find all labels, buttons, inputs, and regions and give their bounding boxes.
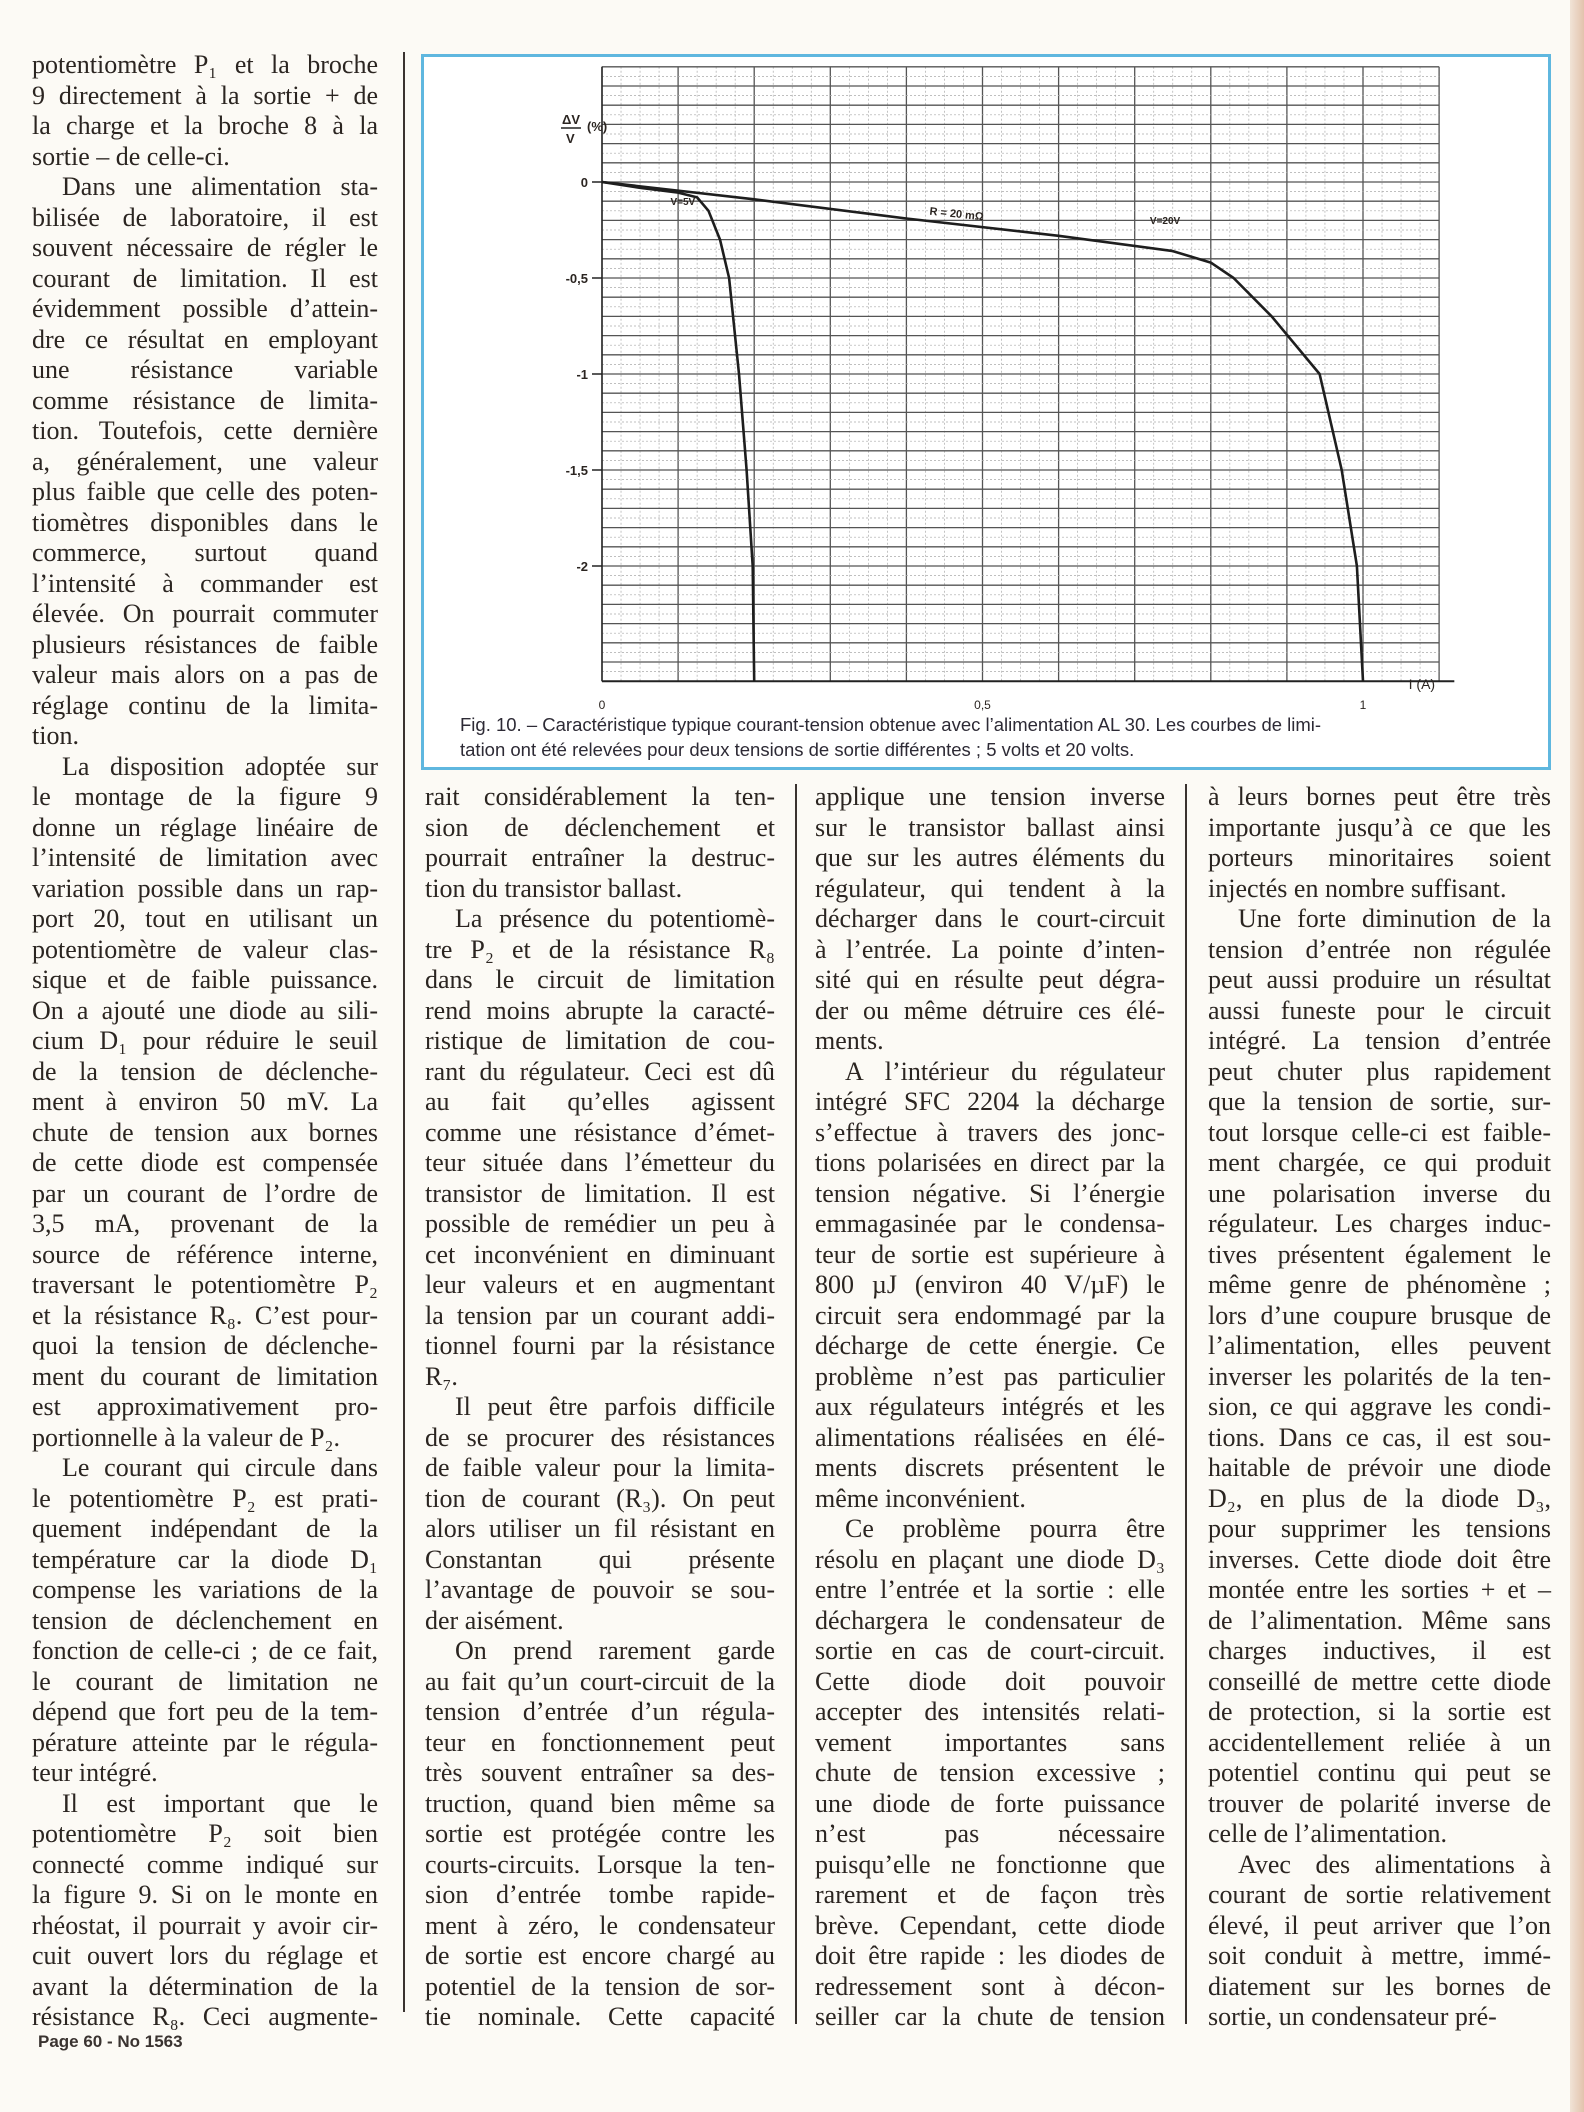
caption-line: Fig. 10. – Caractéristique typique courant-tension obtenue avec l’alimentation AL 30. Les courbes de limi- [460, 714, 1322, 735]
text-line: teur située dans l’émetteur du [425, 1148, 775, 1177]
text-line: alimentations réalisées en élé- [815, 1422, 1165, 1452]
y-axis-label-unit: (%) [587, 119, 608, 134]
text-line: Une forte diminution de la [1238, 904, 1551, 933]
text-line: compense les variations de la [32, 1575, 378, 1604]
text-line: vement importantes sans [815, 1727, 1165, 1757]
text-line: tension d’entrée d’un régula- [425, 1697, 775, 1726]
text-line: rait considérablement la ten- [425, 782, 775, 811]
text-line: potentiomètre P₁ et la broche [32, 50, 378, 79]
text-line: truction, quand bien même sa [425, 1788, 775, 1818]
text-line: On prend rarement garde [455, 1636, 775, 1665]
text-line: portionnelle à la valeur de P₂. [32, 1422, 340, 1452]
text-line: inverses. Cette diode doit être [1208, 1544, 1551, 1574]
text-line: déchargera le condensateur de [815, 1605, 1165, 1635]
text-line: circuit sera endommagé par la [815, 1300, 1165, 1330]
text-line: chute de tension excessive ; [815, 1758, 1165, 1787]
text-line: intégré SFC 2204 la décharge [815, 1087, 1165, 1116]
text-line: celle de l’alimentation. [1208, 1819, 1447, 1848]
text-line: à leurs bornes peut être très [1208, 782, 1551, 811]
text-line: plus faible que celle des poten- [32, 477, 378, 506]
text-line: Constantan qui présente [425, 1544, 775, 1574]
text-line: ristique de limitation de cou- [425, 1026, 775, 1055]
y-tick-label: -1,5 [565, 463, 588, 478]
text-line: sortie – de celle-ci. [32, 141, 230, 171]
text-line: est approximativement pro- [32, 1392, 378, 1421]
text-line: La présence du potentiomè- [455, 904, 775, 933]
text-line: injectés en nombre suffisant. [1208, 873, 1507, 903]
text-line: der ou même détruire ces élé- [815, 995, 1165, 1025]
text-line: problème n’est pas particulier [815, 1361, 1165, 1391]
text-line: même inconvénient. [815, 1483, 1026, 1513]
text-line: donne un réglage linéaire de [32, 812, 378, 842]
figure-caption [460, 712, 1321, 762]
text-line: cium D₁ pour réduire le seuil [32, 1026, 378, 1055]
text-line: potentiel continu qui peut se [1208, 1758, 1551, 1787]
text-line: tion. [32, 721, 79, 750]
text-line: tions. Dans ce cas, il est sou- [1208, 1422, 1551, 1452]
text-line: seiller car la chute de tension [815, 2002, 1165, 2031]
text-line: souvent nécessaire de régler le [32, 233, 378, 262]
text-line: résolu en plaçant une diode D₃ [815, 1544, 1165, 1574]
caption-line: tation ont été relevées pour deux tensions de sortie différentes ; 5 volts et 20 volts. [460, 739, 1135, 760]
text-line: tion. Toutefois, cette dernière [32, 416, 378, 445]
text-line: der aisément. [425, 1605, 564, 1635]
text-line: sortie est protégée contre les [425, 1819, 775, 1848]
y-tick-label: -2 [576, 559, 588, 574]
text-line: 3,5 mA, provenant de la [32, 1209, 378, 1238]
text-line: sur le transistor ballast ainsi [815, 812, 1165, 842]
text-line: tre P₂ et de la résistance R₈ [425, 934, 775, 964]
figure-10 [421, 54, 1551, 770]
text-line: dre ce résultat en employant [32, 324, 378, 354]
y-tick-label: -0,5 [565, 271, 588, 286]
text-line: 800 µJ (environ 40 V/µF) le [815, 1270, 1165, 1299]
text-line: de l’alimentation. Même sans [1208, 1605, 1551, 1635]
text-line: température car la diode D₁ [32, 1544, 378, 1574]
text-line: rarement et de façon très [815, 1880, 1165, 1909]
text-line: tie nominale. Cette capacité [425, 2002, 775, 2031]
text-line: connecté comme indiqué sur [32, 1849, 378, 1879]
text-line: de faible valeur pour la limita- [425, 1453, 775, 1482]
text-line: décharger dans le court-circuit [815, 904, 1165, 933]
text-line: de protection, si la sortie est [1208, 1697, 1551, 1726]
text-line: doit être rapide : les diodes de [815, 1941, 1165, 1970]
text-line: peut chuter plus rapidement [1208, 1056, 1551, 1086]
text-line: tension négative. Si l’énergie [815, 1178, 1165, 1208]
text-line: porteurs minoritaires soient [1208, 843, 1551, 872]
text-line: entre l’entrée et la sortie : elle [815, 1575, 1165, 1604]
text-line: trouver de polarité inverse de [1208, 1788, 1551, 1818]
text-line: ment à zéro, le condensateur [425, 1910, 775, 1940]
text-line: régulateur. Les charges induc- [1208, 1209, 1551, 1238]
text-line: de sortie est encore chargé au [425, 1941, 775, 1970]
text-line: élevée. On pourrait commuter [32, 599, 378, 628]
text-line: peut aussi produire un résultat [1208, 965, 1551, 994]
text-line: accidentellement reliée à un [1208, 1727, 1551, 1757]
text-line: élevé, il peut arriver que l’on [1208, 1910, 1551, 1940]
text-line: n’est pas nécessaire [815, 1819, 1165, 1848]
text-line: à l’entrée. La pointe d’inten- [815, 934, 1165, 964]
y-axis-label-denominator: V [566, 131, 575, 146]
column-divider [1185, 784, 1187, 2024]
text-line: que sur les autres éléments du [815, 843, 1165, 872]
text-line: le courant de limitation ne [32, 1666, 378, 1696]
text-line: commerce, surtout quand [32, 538, 378, 567]
text-line: puisqu’elle ne fonctionne que [815, 1849, 1165, 1879]
text-line: fonction de celle-ci ; de ce fait, [32, 1636, 378, 1665]
text-line: sortie en cas de court-circuit. [815, 1636, 1165, 1665]
text-line: aux régulateurs intégrés et les [815, 1392, 1165, 1421]
text-line: traversant le potentiomètre P₂ [32, 1270, 378, 1299]
text-line: D₂, en plus de la diode D₃, [1208, 1483, 1551, 1513]
text-line: avant la détermination de la [32, 1971, 378, 2001]
series-label: V=20V [1149, 216, 1181, 228]
text-line: de la tension de déclenche- [32, 1056, 378, 1086]
text-line: rant du régulateur. Ceci est dû [425, 1056, 775, 1086]
text-line: sortie, un condensateur pré- [1208, 2002, 1497, 2031]
text-line: Cette diode doit pouvoir [815, 1666, 1165, 1696]
text-line: dépend que fort peu de la tem- [32, 1697, 378, 1726]
text-line: sité qui en résulte peut dégra- [815, 965, 1165, 994]
text-line: sique et de faible puissance. [32, 965, 378, 994]
text-line: pour supprimer les tensions [1208, 1514, 1551, 1543]
text-line: teur de sortie est supérieure à [815, 1239, 1165, 1269]
text-line: s’effectue à travers des jonc- [815, 1117, 1165, 1147]
text-line: tension d’entrée non régulée [1208, 934, 1551, 964]
x-tick-label: 0,5 [974, 698, 991, 713]
text-line: intégré. La tension d’entrée [1208, 1026, 1551, 1055]
text-line: Ce problème pourra être [845, 1514, 1165, 1543]
text-line: rhéostat, il pourrait y avoir cir- [32, 1910, 378, 1940]
text-line: bilisée de laboratoire, il est [32, 202, 378, 232]
text-line: plusieurs résistances de faible [32, 629, 378, 659]
chart [424, 57, 1548, 767]
text-line: brève. Cependant, cette diode [815, 1910, 1165, 1940]
text-line: inverser les polarités de la ten- [1208, 1361, 1551, 1391]
text-line: la figure 9. Si on le monte en [32, 1880, 378, 1909]
text-line: pérature atteinte par le régula- [32, 1727, 378, 1757]
text-line: l’intensité à commander est [32, 568, 378, 598]
text-line: a, généralement, une valeur [32, 446, 378, 476]
page-footer: Page 60 - No 1563 [38, 2032, 183, 2051]
text-line: sion d’entrée tombe rapide- [425, 1880, 775, 1909]
text-line: port 20, tout en utilisant un [32, 904, 378, 933]
x-axis-label: I (A) [1408, 676, 1436, 693]
text-line: leur valeurs et en augmentant [425, 1270, 775, 1299]
y-axis-label-numerator: ΔV [562, 112, 581, 127]
text-column-2 [425, 782, 775, 2033]
text-line: redressement sont à décon- [815, 1971, 1165, 2001]
text-line: ments discrets présentent le [815, 1453, 1165, 1482]
text-line: courts-circuits. Lorsque la ten- [425, 1849, 775, 1879]
column-divider [795, 784, 797, 2024]
text-line: conseillé de mettre cette diode [1208, 1666, 1551, 1696]
text-line: tions polarisées en direct par la [815, 1148, 1165, 1177]
text-line: 9 directement à la sortie + de [32, 80, 378, 110]
text-line: R₇. [425, 1361, 458, 1391]
text-line: comme une résistance d’émet- [425, 1117, 775, 1147]
text-line: tionnel fourni par la résistance [425, 1331, 775, 1360]
text-line: Dans une alimentation sta- [62, 172, 378, 201]
column-divider [403, 52, 405, 2012]
text-line: ment chargée, ce qui produit [1208, 1148, 1551, 1177]
text-line: pourrait entraîner la destruc- [425, 843, 775, 872]
text-line: une polarisation inverse du [1208, 1178, 1551, 1208]
text-line: et la résistance R₈. C’est pour- [32, 1300, 378, 1330]
text-line: Le courant qui circule dans [62, 1453, 378, 1482]
text-line: sion, ce qui aggrave les condi- [1208, 1392, 1551, 1421]
text-line: cet inconvénient en diminuant [425, 1239, 775, 1269]
text-line: diatement sur les bornes de [1208, 1971, 1551, 2001]
text-line: importante jusqu’à ce que les [1208, 812, 1551, 842]
text-line: source de référence interne, [32, 1239, 378, 1269]
text-line: charges inductives, il est [1208, 1636, 1551, 1665]
text-line: possible de remédier un peu à [425, 1209, 775, 1238]
text-line: chute de tension aux bornes [32, 1117, 378, 1147]
text-line: très souvent entraîner sa des- [425, 1758, 775, 1787]
text-line: courant de sortie relativement [1208, 1880, 1551, 1909]
text-column-1 [32, 50, 378, 2033]
text-line: Avec des alimentations à [1238, 1849, 1551, 1879]
series-label: V=5V [670, 197, 696, 209]
text-line: soit conduit à mettre, immé- [1208, 1941, 1551, 1970]
text-line: Il est important que le [62, 1788, 378, 1818]
text-line: potentiomètre P₂ soit bien [32, 1819, 378, 1848]
text-line: tiomètres disponibles dans le [32, 507, 378, 537]
text-line: montée entre les sorties + et – [1208, 1575, 1551, 1604]
page-edge [1570, 0, 1584, 2112]
text-line: tion du transistor ballast. [425, 873, 683, 903]
text-line: décharge de cette énergie. Ce [815, 1331, 1165, 1360]
text-line: quoi la tension de déclenche- [32, 1331, 378, 1360]
text-line: lors d’une coupure brusque de [1208, 1300, 1551, 1330]
text-line: le potentiomètre P₂ est prati- [32, 1483, 378, 1513]
text-line: tout lorsque celle-ci est faible- [1208, 1117, 1551, 1147]
text-line: l’intensité de limitation avec [32, 843, 378, 872]
text-line: le montage de la figure 9 [32, 782, 378, 811]
x-tick-label: 0 [598, 698, 606, 713]
text-line: alors utiliser un fil résistant en [425, 1514, 775, 1543]
text-line: potentiel de la tension de sor- [425, 1971, 775, 2001]
text-line: tion de courant (R₃). On peut [425, 1483, 775, 1513]
text-line: emmagasinée par le condensa- [815, 1209, 1165, 1238]
text-line: transistor de limitation. Il est [425, 1178, 775, 1208]
y-tick-label: 0 [580, 175, 588, 190]
text-line: même genre de phénomène ; [1208, 1270, 1551, 1299]
text-line: que la tension de sortie, sur- [1208, 1087, 1551, 1116]
x-tick-label: 1 [1359, 698, 1367, 713]
text-line: rend moins abrupte la caracté- [425, 995, 775, 1025]
text-line: applique une tension inverse [815, 782, 1165, 811]
text-line: tension de déclenchement en [32, 1605, 378, 1635]
text-line: réglage continu de la limita- [32, 690, 378, 720]
text-line: de cette diode est compensée [32, 1148, 378, 1177]
text-line: teur en fonctionnement peut [425, 1727, 775, 1757]
text-line: dans le circuit de limitation [425, 965, 775, 994]
text-line: quement indépendant de la [32, 1514, 378, 1543]
text-line: l’avantage de pouvoir se sou- [425, 1575, 775, 1604]
text-line: courant de limitation. Il est [32, 263, 378, 293]
text-line: potentiomètre de valeur clas- [32, 934, 378, 964]
text-line: cuit ouvert lors du réglage et [32, 1941, 378, 1970]
text-line: par un courant de l’ordre de [32, 1178, 378, 1208]
text-line: résistance R₈. Ceci augmente- [32, 2002, 378, 2031]
text-line: ment à environ 50 mV. La [32, 1087, 378, 1116]
resistance-annotation: R = 20 mΩ [928, 205, 985, 224]
text-line: tives présentent également le [1208, 1239, 1551, 1269]
text-column-4 [1208, 782, 1551, 2033]
text-line: Il peut être parfois difficile [455, 1392, 775, 1421]
text-line: ment du courant de limitation [32, 1361, 378, 1391]
text-line: accepter des intensités relati- [815, 1697, 1165, 1726]
text-line: évidemment possible d’attein- [32, 294, 378, 323]
text-line: sion de déclenchement et [425, 812, 775, 842]
text-line: une diode de forte puissance [815, 1788, 1165, 1818]
text-line: au fait qu’un court-circuit de la [425, 1666, 775, 1696]
text-line: ments. [815, 1026, 884, 1055]
text-line: l’alimentation, elles peuvent [1208, 1331, 1551, 1360]
text-line: variation possible dans un rap- [32, 873, 378, 903]
text-line: aussi funeste pour le circuit [1208, 995, 1551, 1025]
text-line: valeur mais alors on a pas de [32, 660, 378, 689]
text-line: régulateur, qui tendent à la [815, 873, 1165, 903]
text-line: haitable de prévoir une diode [1208, 1453, 1551, 1482]
text-line: la charge et la broche 8 à la [32, 111, 378, 140]
text-line: la tension par un courant addi- [425, 1300, 775, 1330]
text-line: teur intégré. [32, 1758, 158, 1787]
text-line: au fait qu’elles agissent [425, 1087, 775, 1116]
text-line: On a ajouté une diode au sili- [32, 995, 378, 1025]
text-line: de se procurer des résistances [425, 1422, 775, 1452]
text-line: A l’intérieur du régulateur [845, 1056, 1165, 1086]
text-column-3 [815, 782, 1165, 2033]
text-line: La disposition adoptée sur [62, 751, 378, 781]
y-tick-label: -1 [576, 367, 588, 382]
text-line: comme résistance de limita- [32, 385, 378, 415]
text-line: une résistance variable [32, 355, 378, 384]
